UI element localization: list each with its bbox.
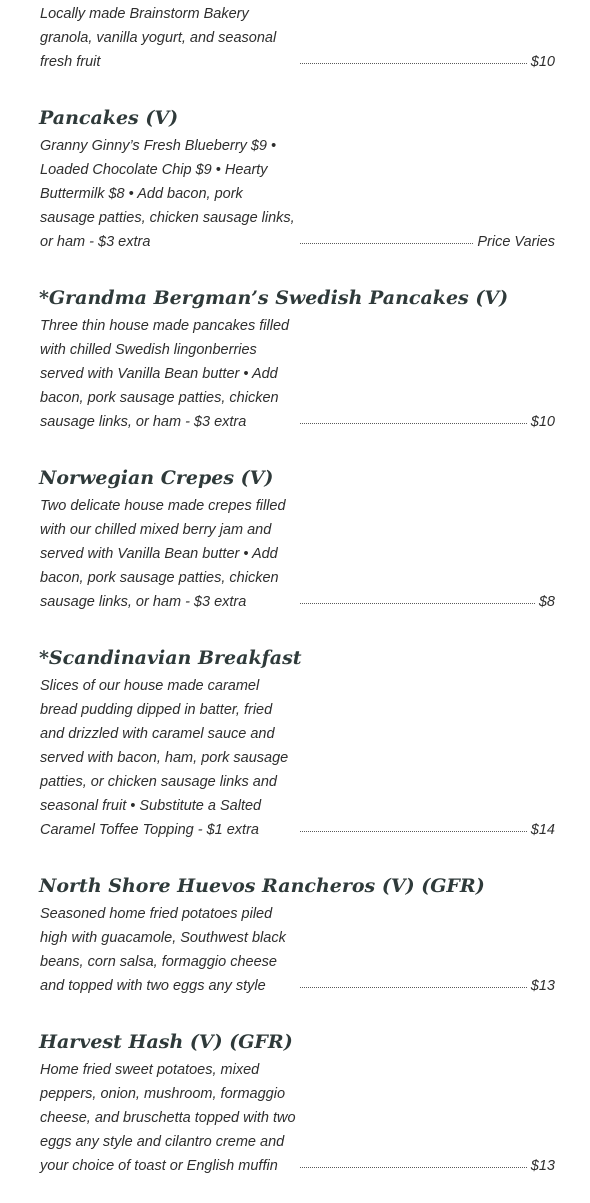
menu-item-description: Two delicate house made crepes filled with our chilled mixed berry jam and served with Vanilla Bean butter • Add bacon, pork sausage patties, chicken sausage links, or ham - $3 extra (40, 498, 286, 610)
menu-item-price: $13 (530, 1158, 555, 1174)
dot-leader (300, 1165, 527, 1168)
menu-item-scandinavian-breakfast (40, 644, 555, 842)
menu-item-price: $8 (538, 594, 555, 610)
dot-leader (300, 421, 527, 424)
menu-item-norwegian-crepes (40, 464, 555, 614)
menu-item-swedish-pancakes (40, 284, 555, 434)
menu-item-title: North Shore Huevos Rancheros (V) (GFR) (39, 875, 485, 897)
menu-item-row (40, 1058, 555, 1178)
menu-item-price: $10 (530, 54, 555, 70)
menu-item-description: Three thin house made pancakes filled with chilled Swedish lingonberries served with Vanilla Bean butter • Add bacon, pork sausage patties, chicken sausage links, or ham - $3 extra (40, 318, 290, 430)
menu-item-title: Norwegian Crepes (V) (39, 467, 274, 489)
menu-item-title: *Grandma Bergman’s Swedish Pancakes (V) (39, 287, 509, 309)
menu-item-huevos-rancheros (40, 872, 555, 998)
dot-leader (300, 829, 527, 832)
menu-item-row (40, 674, 555, 842)
menu-item-description: Slices of our house made caramel bread pudding dipped in batter, fried and drizzled with caramel sauce and served with bacon, ham, pork sausage patties, or chicken sausage links and seasonal fruit • Substitute a Salted Caramel Toffee Topping - $1 extra (40, 678, 289, 838)
menu-item-pancakes (40, 104, 555, 254)
dot-leader (300, 241, 473, 244)
dot-leader (300, 985, 527, 988)
menu-item-title: *Scandinavian Breakfast (39, 647, 302, 669)
menu-item-row (40, 494, 555, 614)
menu-item-price: $14 (530, 822, 555, 838)
dot-leader (300, 601, 535, 604)
menu-item-row (40, 902, 555, 998)
menu-item-granola-bowl (40, 0, 555, 74)
menu-item-title: Pancakes (V) (39, 107, 179, 129)
menu-item-price: Price Varies (477, 234, 555, 250)
menu-item-description: Home fried sweet potatoes, mixed peppers, onion, mushroom, formaggio cheese, and bruschetta topped with two eggs any style and cilantro creme and your choice of toast or English muffin (40, 1062, 296, 1174)
menu-item-price: $13 (530, 978, 555, 994)
dot-leader (300, 61, 527, 64)
menu-item-price: $10 (530, 414, 555, 430)
menu-item-description: Seasoned home fried potatoes piled high with guacamole, Southwest black beans, corn salsa, formaggio cheese and topped with two eggs any style (40, 906, 286, 994)
menu-item-harvest-hash (40, 1028, 555, 1178)
menu-item-row (40, 134, 555, 254)
menu-item-description: Granny Ginny’s Fresh Blueberry $9 • Loaded Chocolate Chip $9 • Hearty Buttermilk $8 • Add bacon, pork sausage patties, chicken sausage links, or ham - $3 extra (40, 138, 295, 250)
menu-item-row (40, 2, 555, 74)
menu-item-description: Locally made Brainstorm Bakery granola, vanilla yogurt, and seasonal fresh fruit (40, 6, 277, 70)
menu-item-title: Harvest Hash (V) (GFR) (39, 1031, 293, 1053)
menu-item-row (40, 314, 555, 434)
